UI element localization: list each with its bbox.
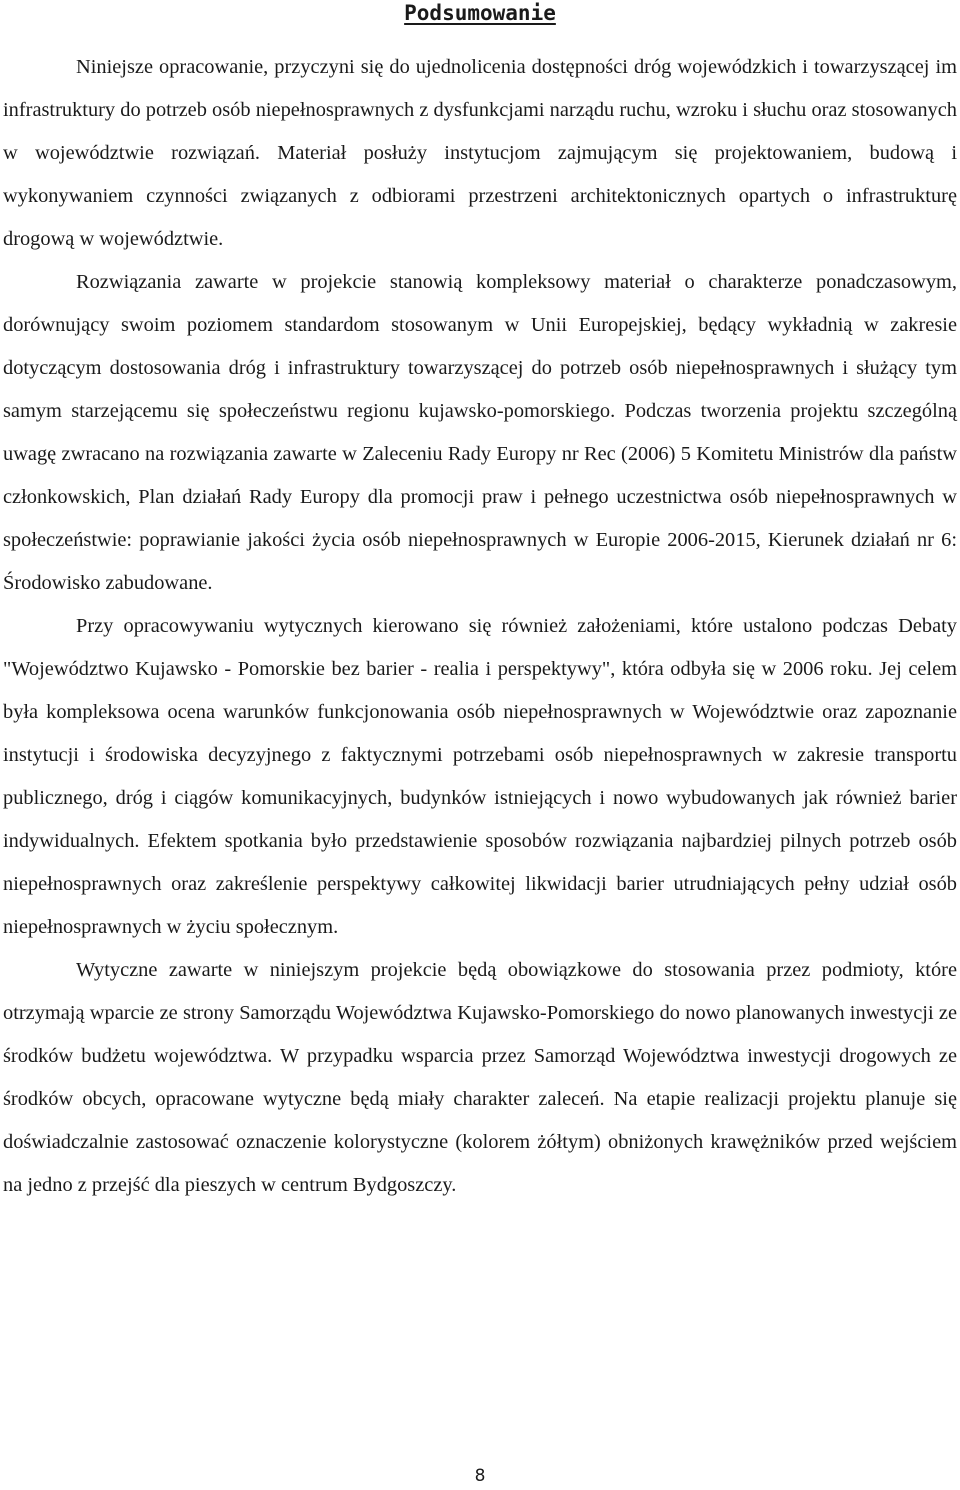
page-title: Podsumowanie [404,1,556,25]
document-body [3,46,957,1207]
paragraph-3: Przy opracowywaniu wytycznych kierowano się również założeniami, które ustalono podczas Debaty "Województwo Kujawsko - Pomorskie bez barier - realia i perspektywy", która odbyła się w 2006 roku. Jej celem była kompleksowa ocena warunków funkcjonowania osób niepełnosprawnych w Województwie oraz zapoznanie instytucji i środowiska decyzyjnego z faktycznymi potrzebami osób niepełnosprawnych w zakresie transportu publicznego, dróg i ciągów komunikacyjnych, budynków istniejących i nowo wybudowanych jak również barier indywidualnych. Efektem spotkania było przedstawienie sposobów rozwiązania najbardziej pilnych potrzeb osób niepełnosprawnych oraz zakreślenie perspektywy całkowitej likwidacji barier utrudniających pełny udział osób niepełnosprawnych w życiu społecznym. [3,615,957,938]
paragraph-2: Rozwiązania zawarte w projekcie stanowią kompleksowy materiał o charakterze ponadczasowym, dorównujący swoim poziomem standardom stosowanym w Unii Europejskiej, będący wykładnią w zakresie dotyczącym dostosowania dróg i infrastruktury towarzyszącej do potrzeb osób niepełnosprawnych i służący tym samym starzejącemu się społeczeństwu regionu kujawsko-pomorskiego. Podczas tworzenia projektu szczególną uwagę zwracano na rozwiązania zawarte w Zaleceniu Rady Europy nr Rec (2006) 5 Komitetu Ministrów dla państw członkowskich, Plan działań Rady Europy dla promocji praw i pełnego uczestnictwa osób niepełnosprawnych w społeczeństwie: poprawianie jakości życia osób niepełnosprawnych w Europie 2006-2015, Kierunek działań nr 6: Środowisko zabudowane. [3,271,957,594]
paragraph-1: Niniejsze opracowanie, przyczyni się do ujednolicenia dostępności dróg wojewódzkich i towarzyszącej im infrastruktury do potrzeb osób niepełnosprawnych z dysfunkcjami narządu ruchu, wzroku i słuchu oraz stosowanych w województwie rozwiązań. Materiał posłuży instytucjom zajmującym się projektowaniem, budową i wykonywaniem czynności związanych z odbiorami przestrzeni architektonicznych opartych o infrastrukturę drogową w województwie. [3,56,957,250]
page-number: 8 [474,1466,486,1486]
paragraph-4: Wytyczne zawarte w niniejszym projekcie będą obowiązkowe do stosowania przez podmioty, które otrzymają wparcie ze strony Samorządu Województwa Kujawsko-Pomorskiego do nowo planowanych inwestycji ze środków budżetu województwa. W przypadku wsparcia przez Samorząd Województwa inwestycji drogowych ze środków obcych, opracowane wytyczne będą miały charakter zaleceń. Na etapie realizacji projektu planuje się doświadczalnie zastosować oznaczenie kolorystyczne (kolorem żółtym) obniżonych krawężników przed wejściem na jedno z przejść dla pieszych w centrum Bydgoszczy. [3,959,957,1196]
